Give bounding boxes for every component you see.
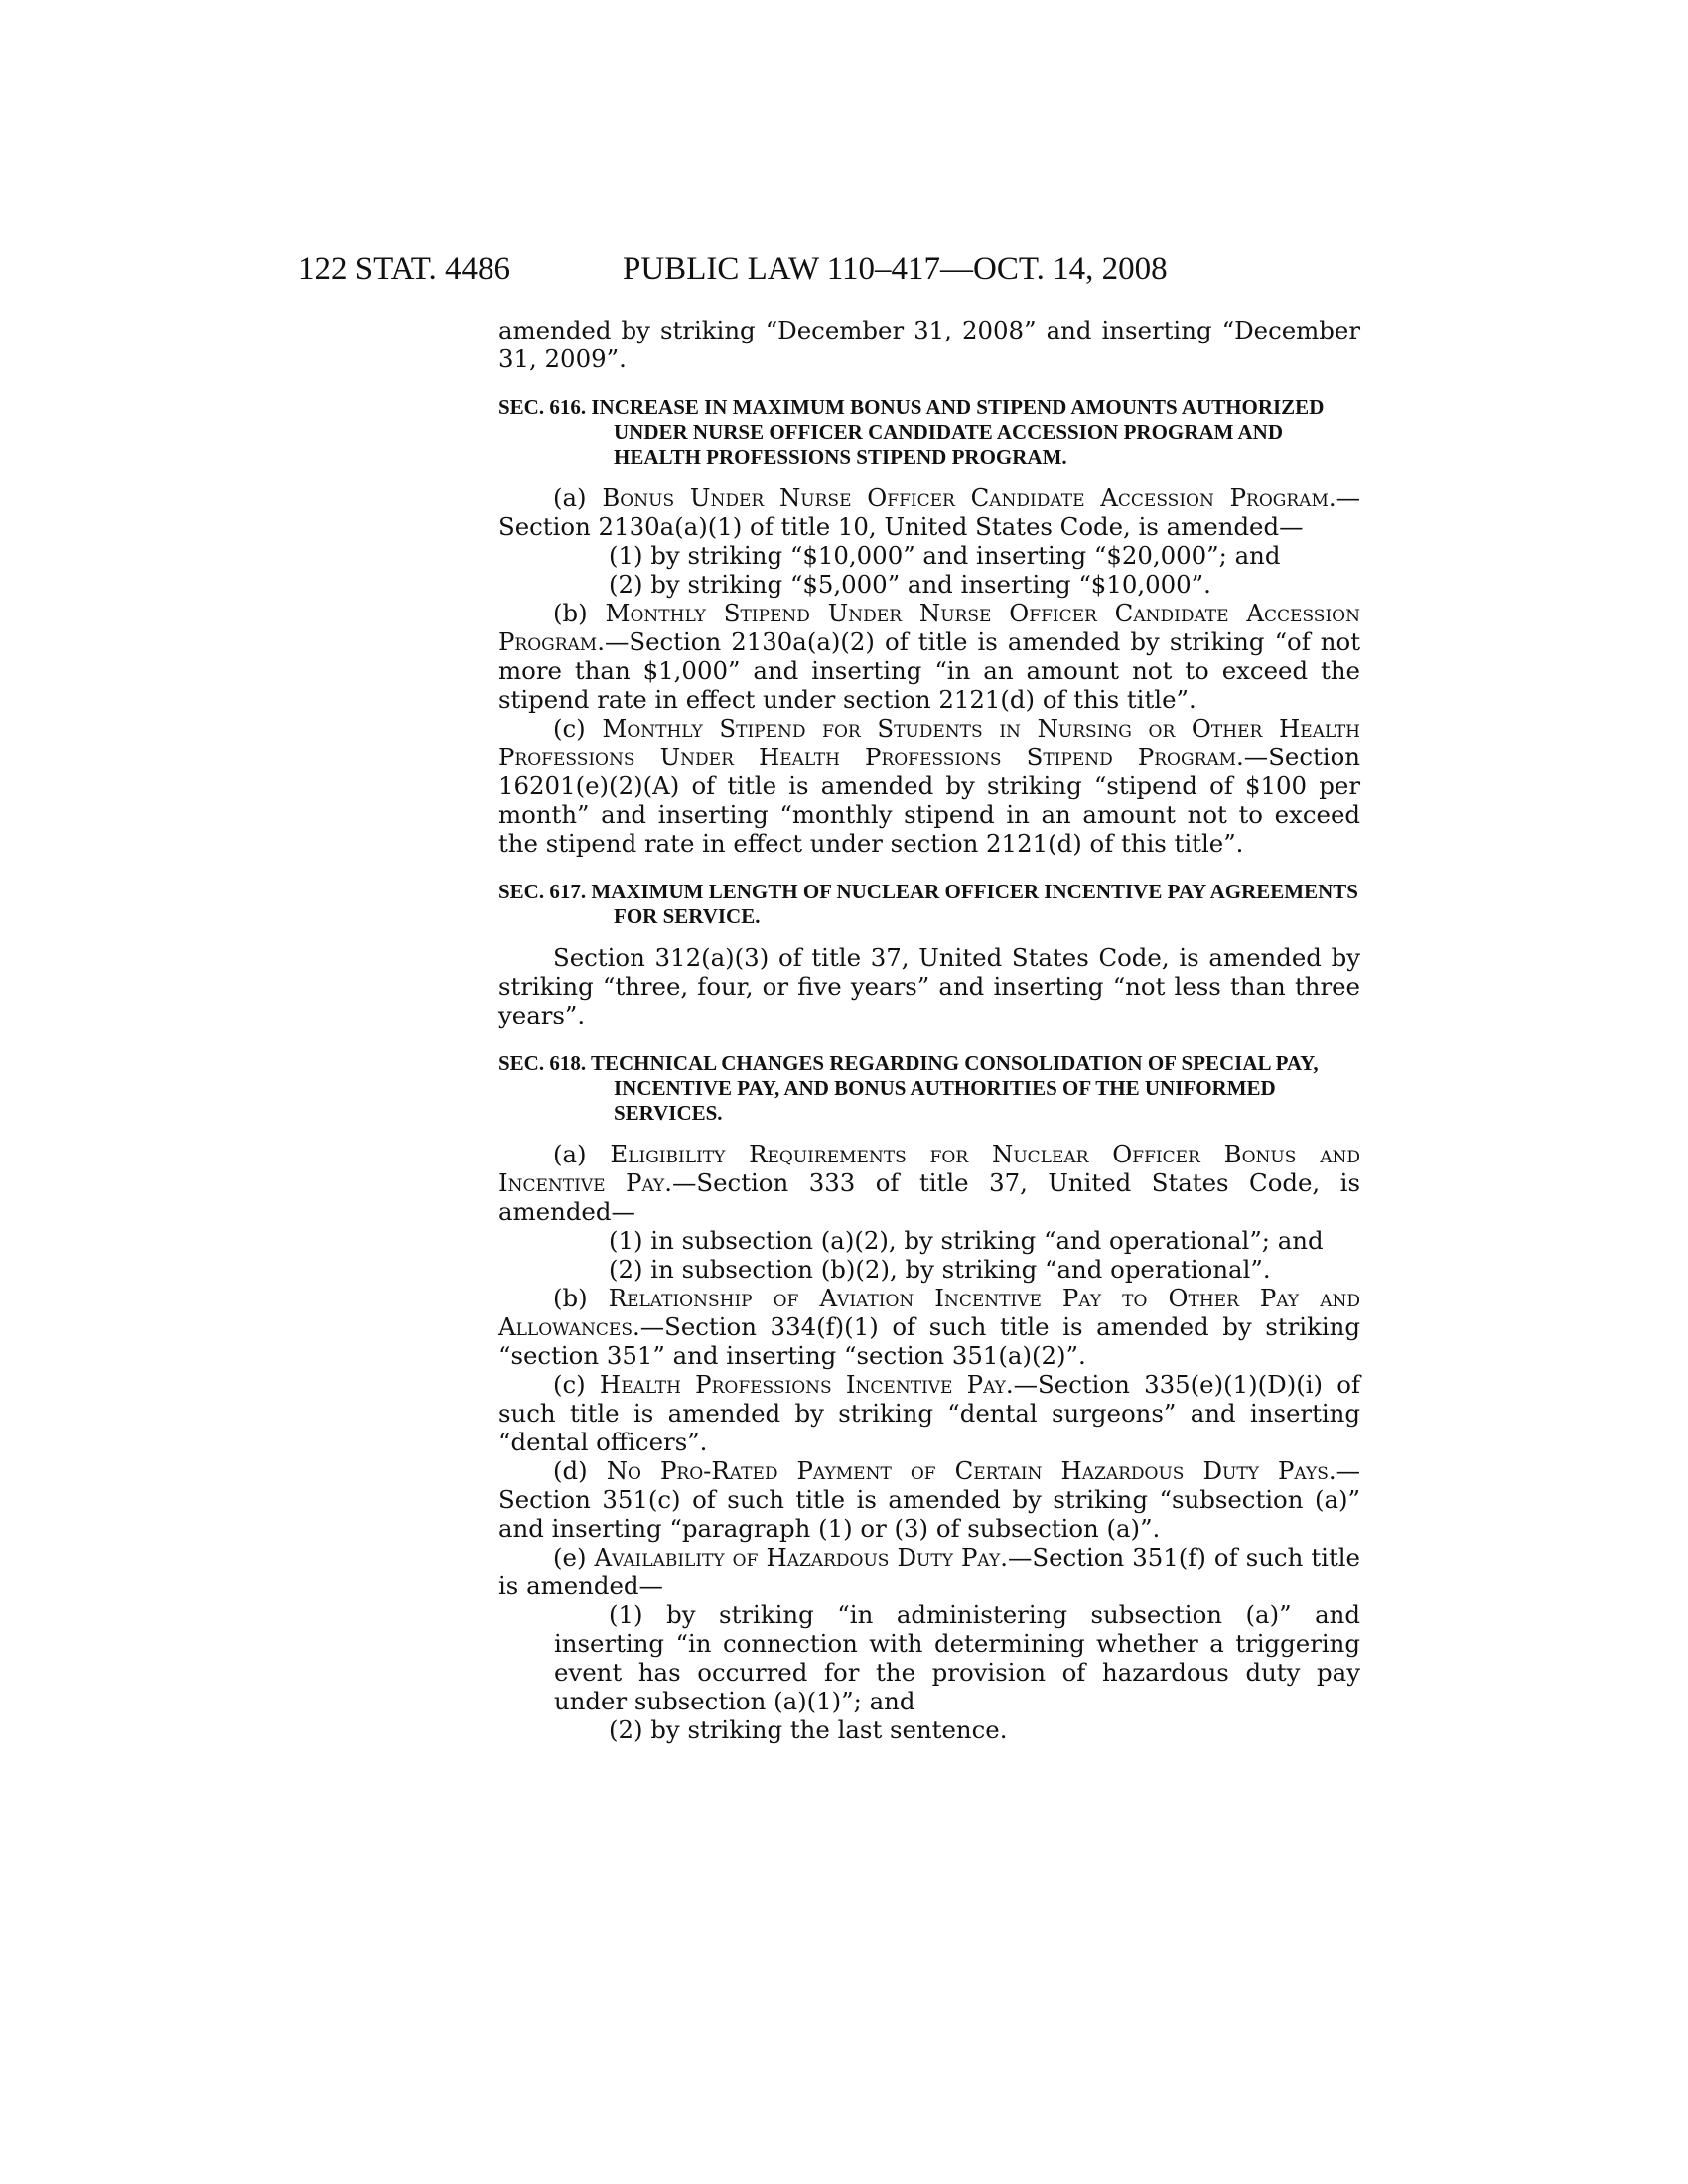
sec-616-subsection-b: (b) Monthly Stipend Under Nurse Officer Candidate Accession Program.—Section 2130a(a)(2) of title is amended by striking “of not more than $1,000” and inserting “in an amount not to exceed the stipend rate in effect under section 2121(d) of this title”. xyxy=(498,599,1360,714)
statute-page-number: 122 STAT. 4486 xyxy=(298,251,511,287)
sec-618-subsection-b: (b) Relationship of Aviation Incentive Pay to Other Pay and Allowances.—Section 334(f)(1) of such title is amended by striking “section 351” and inserting “section 351(a)(2)”. xyxy=(498,1284,1360,1370)
subsection-title: No Pro-Rated Payment of Certain Hazardous Duty Pays. xyxy=(606,1456,1336,1485)
subsection-title: Health Professions Incentive Pay. xyxy=(599,1370,1014,1399)
subsection-title: Bonus Under Nurse Officer Candidate Accession Program. xyxy=(602,483,1336,512)
sec-616-subsection-a: (a) Bonus Under Nurse Officer Candidate Accession Program.—Section 2130a(a)(1) of title 10, United States Code, is amended— xyxy=(498,483,1360,541)
sec-618-subsection-c: (c) Health Professions Incentive Pay.—Section 335(e)(1)(D)(i) of such title is amended by striking “dental surgeons” and inserting “dental officers”. xyxy=(498,1370,1360,1456)
subsection-title: Availability of Hazardous Duty Pay. xyxy=(594,1543,1008,1571)
sec-618-a-paragraph-2: (2) in subsection (b)(2), by striking “and operational”. xyxy=(609,1255,1271,1284)
sec-617-text: Section 312(a)(3) of title 37, United States Code, is amended by striking “three, four, or five years” and inserting “not less than three years”. xyxy=(498,943,1360,1029)
sec-618-subsection-e: (e) Availability of Hazardous Duty Pay.—Section 351(f) of such title is amended— xyxy=(498,1543,1360,1600)
sec-618-subsection-d: (d) No Pro-Rated Payment of Certain Hazardous Duty Pays.—Section 351(c) of such title is amended by striking “subsection (a)” and inserting “paragraph (1) or (3) of subsection (a)”. xyxy=(498,1456,1360,1543)
sec-618-a-paragraph-1: (1) in subsection (a)(2), by striking “and operational”; and xyxy=(609,1226,1324,1255)
sec-617-heading: SEC. 617. MAXIMUM LENGTH OF NUCLEAR OFFICER INCENTIVE PAY AGREEMENTS FOR SERVICE. xyxy=(498,880,1358,928)
sec-618-heading: SEC. 618. TECHNICAL CHANGES REGARDING CONSOLIDATION OF SPECIAL PAY, INCENTIVE PAY, AND BONUS AUTHORITIES OF THE UNIFORMED SERVICES. xyxy=(498,1051,1319,1125)
sec-618-subsection-a: (a) Eligibility Requirements for Nuclear Officer Bonus and Incentive Pay.—Section 333 of title 37, United States Code, is amended— xyxy=(498,1140,1361,1226)
subsection-title: Monthly Stipend for Students in Nursing or Other Health Professions Under Health Professions Stipend Program. xyxy=(498,714,1360,771)
sec-616-a-paragraph-2: (2) by striking “$5,000” and inserting “$10,000”. xyxy=(609,570,1211,599)
public-law-citation: PUBLIC LAW 110–417—OCT. 14, 2008 xyxy=(623,251,1168,287)
document-body xyxy=(498,316,1360,1744)
sec-616-a-paragraph-1: (1) by striking “$10,000” and inserting “$20,000”; and xyxy=(609,541,1281,570)
sec-618-e-paragraph-1: (1) by striking “in administering subsection (a)” and inserting “in connection with determining whether a triggering event has occurred for the provision of hazardous duty pay under subsection (a)(1)”; and xyxy=(554,1600,1360,1715)
subsection-title: Eligibility Requirements for Nuclear Officer Bonus and Incentive Pay. xyxy=(498,1140,1361,1197)
continuation-paragraph: amended by striking “December 31, 2008” and inserting “December 31, 2009”. xyxy=(498,316,1360,373)
sec-618-e-paragraph-2: (2) by striking the last sentence. xyxy=(609,1715,1008,1744)
subsection-title: Monthly Stipend Under Nurse Officer Candidate Accession Program. xyxy=(498,599,1360,656)
sec-616-subsection-c: (c) Monthly Stipend for Students in Nursing or Other Health Professions Under Health Professions Stipend Program.—Section 16201(e)(2)(A) of title is amended by striking “stipend of $100 per month” and inserting “monthly stipend in an amount not to exceed the stipend rate in effect under section 2121(d) of this title”. xyxy=(498,714,1360,858)
sec-616-heading: SEC. 616. INCREASE IN MAXIMUM BONUS AND STIPEND AMOUNTS AUTHORIZED UNDER NURSE OFFICER CANDIDATE ACCESSION PROGRAM AND HEALTH PROFESSIONS STIPEND PROGRAM. xyxy=(498,395,1325,469)
subsection-title: Relationship of Aviation Incentive Pay to Other Pay and Allowances. xyxy=(498,1284,1360,1341)
